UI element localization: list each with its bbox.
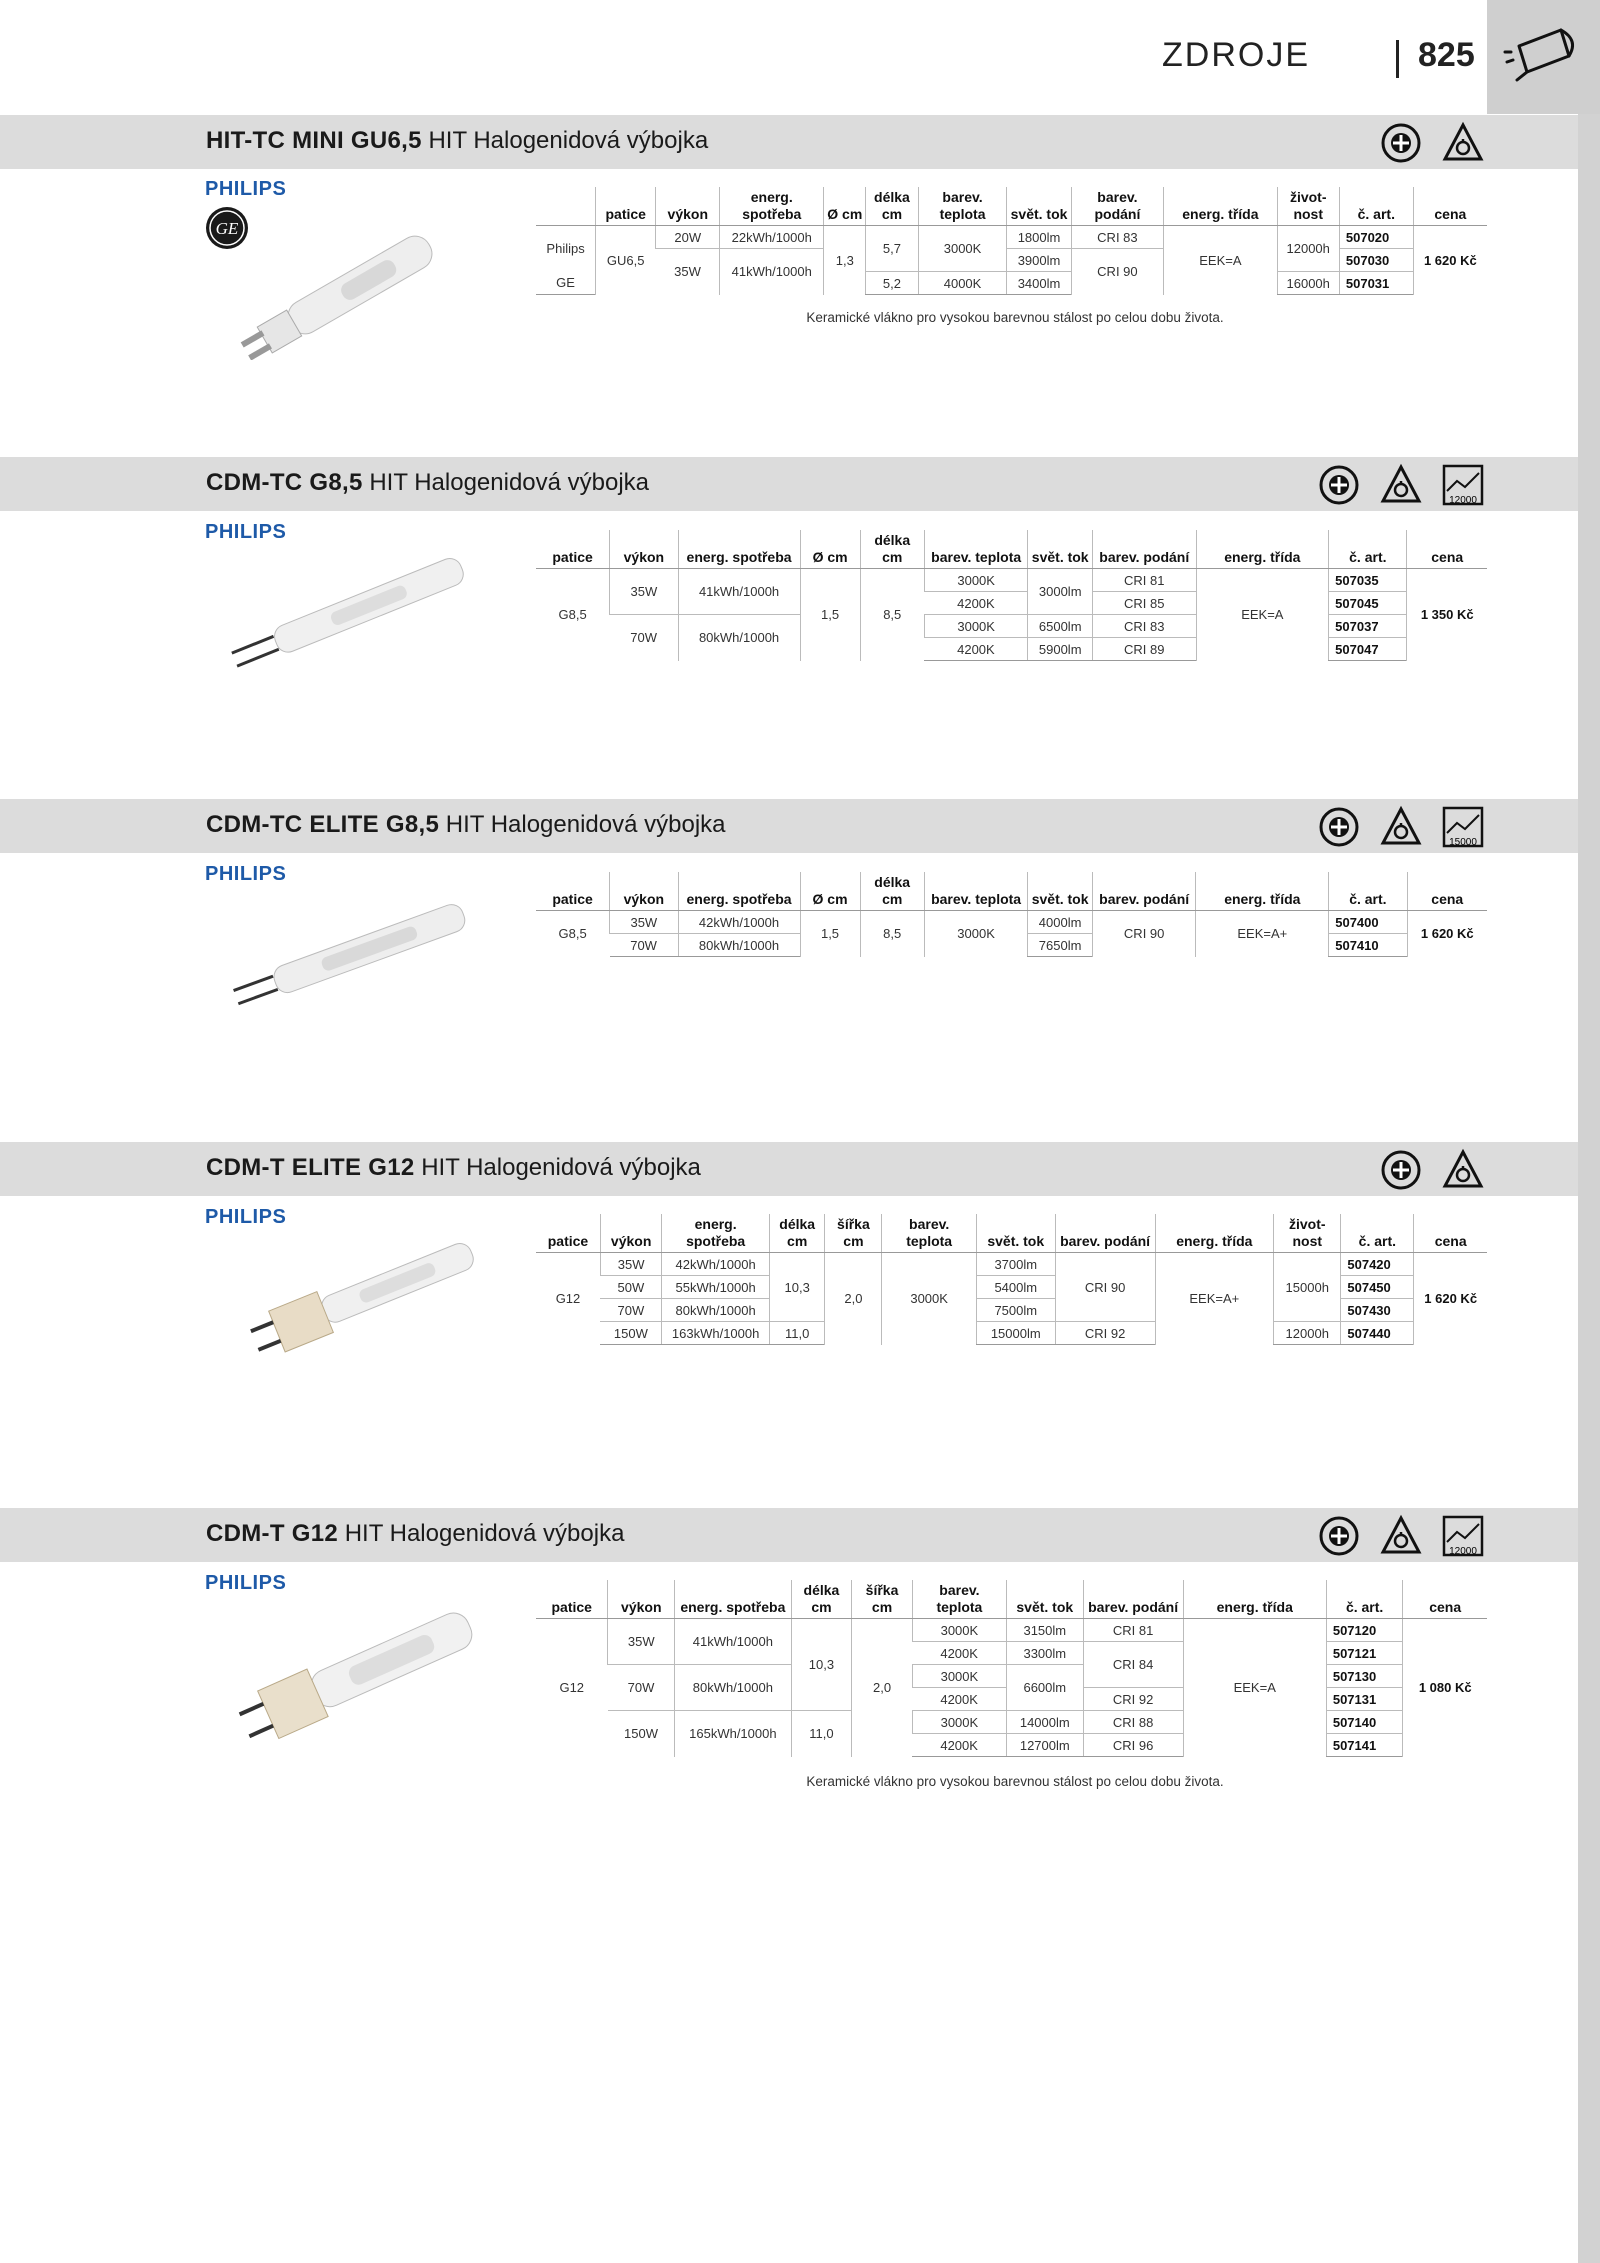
- podani-cell: CRI 88: [1083, 1711, 1183, 1734]
- col-header: energ. spotřeba: [662, 1214, 770, 1253]
- energ-cell: 42kWh/1000h: [678, 911, 800, 934]
- vykon-cell: 35W: [608, 1619, 675, 1665]
- tok-cell: 3300lm: [1006, 1642, 1083, 1665]
- col-header: patice: [596, 187, 656, 226]
- art-number: 507031: [1339, 272, 1413, 295]
- col-header: svět. tok: [1006, 1580, 1083, 1619]
- corner-tab: [1487, 0, 1600, 114]
- lamp-image: [220, 210, 500, 360]
- tok-cell: 5900lm: [1028, 638, 1093, 661]
- section-band: [0, 799, 1578, 853]
- prumer-cell: 1,3: [824, 226, 866, 295]
- product-description: HIT Halogenidová výbojka: [445, 811, 726, 838]
- col-header: délka cm: [791, 1580, 852, 1619]
- teplota-cell: 4200K: [924, 638, 1028, 661]
- trida-cell: EEK=A: [1196, 569, 1329, 661]
- sirka-cell: 2,0: [852, 1619, 913, 1757]
- tok-cell: 4000lm: [1028, 911, 1093, 934]
- brand-cell: Philips: [546, 241, 585, 257]
- col-header: cena: [1407, 530, 1487, 569]
- indoor-rating-icon: [1379, 1148, 1423, 1192]
- brand-cell: GE: [536, 272, 596, 295]
- teplota-cell: 3000K: [918, 226, 1007, 272]
- col-header: barev. teplota: [924, 530, 1028, 569]
- tok-cell: 14000lm: [1006, 1711, 1083, 1734]
- brand-logo: PHILIPS: [205, 1572, 287, 1594]
- col-header: energ. třída: [1196, 872, 1329, 911]
- indoor-rating-icon: [1379, 121, 1423, 165]
- podani-cell: CRI 81: [1083, 1619, 1183, 1642]
- price-cell: 1 620 Kč: [1413, 226, 1487, 295]
- tok-cell: 3700lm: [976, 1253, 1055, 1276]
- tok-cell: 6500lm: [1028, 615, 1093, 638]
- col-header: šířka cm: [825, 1214, 882, 1253]
- podani-cell: CRI 92: [1083, 1688, 1183, 1711]
- col-header: šířka cm: [852, 1580, 913, 1619]
- trida-cell: EEK=A+: [1155, 1253, 1274, 1345]
- col-header: cena: [1403, 1580, 1487, 1619]
- product-note: Keramické vlákno pro vysokou barevnou stálost po celou dobu života.: [806, 1774, 1224, 1789]
- sirka-cell: 2,0: [825, 1253, 882, 1345]
- podani-cell: CRI 84: [1083, 1642, 1183, 1688]
- zivot-cell: 15000h: [1274, 1253, 1341, 1322]
- art-number: 507141: [1326, 1734, 1403, 1757]
- tok-cell: 3400lm: [1007, 272, 1071, 295]
- art-number: 507020: [1339, 226, 1413, 249]
- section-band: [0, 1508, 1578, 1562]
- tok-cell: 3150lm: [1006, 1619, 1083, 1642]
- col-header: výkon: [610, 872, 678, 911]
- page-edge-strip: [1578, 114, 1600, 2263]
- patice-cell: G8,5: [558, 607, 587, 623]
- product-heading: [206, 1154, 701, 1182]
- col-header: Ø cm: [824, 187, 866, 226]
- vykon-cell: 20W: [656, 226, 720, 249]
- art-number: 507037: [1329, 615, 1407, 638]
- energ-cell: 41kWh/1000h: [675, 1619, 792, 1665]
- vykon-cell: 70W: [600, 1299, 661, 1322]
- art-number: 507130: [1326, 1665, 1403, 1688]
- product-heading: [206, 127, 708, 155]
- lamp-icon: [1487, 0, 1600, 114]
- col-header: výkon: [656, 187, 720, 226]
- patice-cell: G12: [555, 1291, 581, 1307]
- podani-cell: CRI 85: [1093, 592, 1197, 615]
- section-band: [0, 1142, 1578, 1196]
- col-header: život-nost: [1274, 1214, 1341, 1253]
- tok-cell: 15000lm: [976, 1322, 1055, 1345]
- vykon-cell: 70W: [610, 934, 678, 957]
- col-header: patice: [536, 872, 610, 911]
- art-number: 507450: [1341, 1276, 1414, 1299]
- vykon-cell: 70W: [630, 630, 657, 646]
- art-number: 507430: [1341, 1299, 1414, 1322]
- energ-cell: 22kWh/1000h: [720, 226, 824, 249]
- tok-cell: 7650lm: [1028, 934, 1093, 957]
- col-header: délka cm: [860, 530, 924, 569]
- price-cell: 1 080 Kč: [1403, 1619, 1487, 1757]
- indoor-rating-icon: [1317, 805, 1361, 849]
- col-header: barev. teplota: [882, 1214, 976, 1253]
- podani-cell: CRI 83: [1093, 615, 1197, 638]
- teplota-cell: 4200K: [912, 1642, 1006, 1665]
- tok-cell: 1800lm: [1007, 226, 1071, 249]
- spec-table: [536, 187, 1487, 295]
- spec-table: [536, 1580, 1487, 1757]
- col-header: energ. spotřeba: [675, 1580, 792, 1619]
- col-header: barev. podání: [1083, 1580, 1183, 1619]
- lamp-image: [220, 1600, 500, 1750]
- zivot-cell: 12000h: [1277, 226, 1339, 272]
- col-header: barev. podání: [1092, 872, 1196, 911]
- art-number: 507120: [1326, 1619, 1403, 1642]
- col-header: svět. tok: [1028, 530, 1093, 569]
- zivot-cell: 12000h: [1274, 1322, 1341, 1345]
- trida-cell: EEK=A+: [1196, 911, 1329, 957]
- energ-cell: 163kWh/1000h: [662, 1322, 770, 1345]
- price-cell: 1 620 Kč: [1407, 911, 1487, 957]
- delka-cell: 8,5: [860, 911, 924, 957]
- energ-cell: 80kWh/1000h: [675, 1665, 792, 1711]
- product-description: HIT Halogenidová výbojka: [428, 127, 709, 154]
- teplota-cell: 4000K: [918, 272, 1007, 295]
- lifetime-icon: [1441, 1514, 1485, 1558]
- product-model: CDM-TC G8,5: [206, 469, 363, 496]
- teplota-cell: 3000K: [882, 1253, 976, 1345]
- col-header: barev. podání: [1055, 1214, 1155, 1253]
- col-header: patice: [536, 530, 610, 569]
- price-cell: 1 350 Kč: [1407, 569, 1487, 661]
- vykon-cell: 35W: [600, 1253, 661, 1276]
- energ-cell: 165kWh/1000h: [675, 1711, 792, 1757]
- delka-cell: 11,0: [791, 1711, 852, 1757]
- vykon-cell: 70W: [608, 1665, 675, 1711]
- product-heading: [206, 1520, 624, 1548]
- spec-table: [536, 530, 1487, 661]
- col-header: č. art.: [1326, 1580, 1403, 1619]
- podani-cell: CRI 90: [1055, 1253, 1155, 1322]
- lamp-image: [240, 1230, 500, 1360]
- art-number: 507410: [1329, 934, 1407, 957]
- zivot-cell: 16000h: [1277, 272, 1339, 295]
- podani-cell: CRI 90: [1071, 249, 1164, 295]
- tok-cell: 5400lm: [976, 1276, 1055, 1299]
- patice-cell: G8,5: [558, 926, 587, 942]
- energ-cell: 41kWh/1000h: [720, 249, 824, 295]
- col-header: energ. spotřeba: [678, 872, 800, 911]
- tok-cell: 6600lm: [1006, 1665, 1083, 1711]
- delka-cell: 11,0: [769, 1322, 824, 1345]
- lifetime-icon: [1441, 805, 1485, 849]
- col-header: cena: [1414, 1214, 1487, 1253]
- lamp-safety-icon: [1379, 463, 1423, 507]
- brand-logo: PHILIPS: [205, 863, 287, 885]
- brand-logo: PHILIPS: [205, 1206, 287, 1228]
- section-band: [0, 457, 1578, 511]
- svg-text:15000: 15000: [1449, 837, 1477, 848]
- lamp-safety-icon: [1379, 1514, 1423, 1558]
- product-model: CDM-T ELITE G12: [206, 1154, 415, 1181]
- col-header: Ø cm: [800, 530, 860, 569]
- vykon-cell: 35W: [674, 264, 701, 280]
- art-number: 507131: [1326, 1688, 1403, 1711]
- col-header: délka cm: [860, 872, 924, 911]
- product-note: Keramické vlákno pro vysokou barevnou stálost po celou dobu života.: [806, 310, 1224, 325]
- teplota-cell: 3000K: [924, 569, 1028, 592]
- patice-cell: G12: [559, 1680, 585, 1696]
- delka-cell: 10,3: [791, 1619, 852, 1711]
- teplota-cell: 3000K: [912, 1619, 1006, 1642]
- product-model: HIT-TC MINI GU6,5: [206, 127, 422, 154]
- indoor-rating-icon: [1317, 1514, 1361, 1558]
- teplota-cell: 4200K: [912, 1688, 1006, 1711]
- teplota-cell: 4200K: [924, 592, 1028, 615]
- svg-text:12000: 12000: [1449, 495, 1477, 506]
- col-header: život-nost: [1277, 187, 1339, 226]
- delka-cell: 8,5: [860, 569, 924, 661]
- lamp-safety-icon: [1441, 1148, 1485, 1192]
- col-header: svět. tok: [1007, 187, 1071, 226]
- indoor-rating-icon: [1317, 463, 1361, 507]
- col-header: č. art.: [1339, 187, 1413, 226]
- podani-cell: CRI 81: [1093, 569, 1197, 592]
- col-header: energ. třída: [1164, 187, 1277, 226]
- prumer-cell: 1,5: [800, 569, 860, 661]
- podani-cell: CRI 83: [1071, 226, 1164, 249]
- spec-table: [536, 1214, 1487, 1345]
- trida-cell: EEK=A: [1183, 1619, 1326, 1757]
- col-header: barev. teplota: [912, 1580, 1006, 1619]
- trida-cell: EEK=A: [1164, 226, 1277, 295]
- product-model: CDM-TC ELITE G8,5: [206, 811, 440, 838]
- col-header: výkon: [610, 530, 678, 569]
- spec-table: [536, 872, 1487, 957]
- delka-cell: 10,3: [769, 1253, 824, 1322]
- delka-cell: 5,2: [866, 272, 918, 295]
- podani-cell: CRI 90: [1092, 911, 1196, 957]
- col-header: barev. podání: [1071, 187, 1164, 226]
- art-number: 507035: [1329, 569, 1407, 592]
- col-header: svět. tok: [1028, 872, 1093, 911]
- col-header: svět. tok: [976, 1214, 1055, 1253]
- col-header: energ. třída: [1183, 1580, 1326, 1619]
- brand-logo: PHILIPS: [205, 521, 287, 543]
- lamp-image: [220, 540, 500, 680]
- col-header: č. art.: [1329, 872, 1407, 911]
- art-number: 507047: [1329, 638, 1407, 661]
- col-header: barev. podání: [1093, 530, 1197, 569]
- podani-cell: CRI 92: [1055, 1322, 1155, 1345]
- svg-text:GE: GE: [215, 219, 239, 238]
- energ-cell: 55kWh/1000h: [662, 1276, 770, 1299]
- vykon-cell: 35W: [610, 911, 678, 934]
- podani-cell: CRI 89: [1093, 638, 1197, 661]
- col-header: č. art.: [1341, 1214, 1414, 1253]
- lifetime-icon: [1441, 463, 1485, 507]
- header-separator: [1396, 40, 1399, 78]
- art-number: 507140: [1326, 1711, 1403, 1734]
- art-number: 507030: [1339, 249, 1413, 272]
- tok-cell: 7500lm: [976, 1299, 1055, 1322]
- energ-cell: 80kWh/1000h: [678, 934, 800, 957]
- teplota-cell: 4200K: [912, 1734, 1006, 1757]
- col-header: cena: [1407, 872, 1487, 911]
- tok-cell: 3000lm: [1028, 569, 1093, 615]
- svg-text:12000: 12000: [1449, 1546, 1477, 1557]
- col-header: energ. spotřeba: [678, 530, 800, 569]
- col-header: energ. třída: [1196, 530, 1329, 569]
- energ-cell: 42kWh/1000h: [662, 1253, 770, 1276]
- col-header: patice: [536, 1580, 608, 1619]
- col-header: energ. spotřeba: [720, 187, 824, 226]
- teplota-cell: 3000K: [924, 615, 1028, 638]
- teplota-cell: 3000K: [912, 1665, 1006, 1688]
- lamp-image: [220, 882, 500, 1022]
- vykon-cell: 50W: [600, 1276, 661, 1299]
- art-number: 507440: [1341, 1322, 1414, 1345]
- prumer-cell: 1,5: [800, 911, 860, 957]
- col-header: č. art.: [1329, 530, 1407, 569]
- lamp-safety-icon: [1441, 121, 1485, 165]
- patice-cell: GU6,5: [596, 226, 656, 295]
- podani-cell: CRI 96: [1083, 1734, 1183, 1757]
- section-title: ZDROJE: [1162, 36, 1310, 74]
- col-header: délka cm: [769, 1214, 824, 1253]
- energ-cell: 80kWh/1000h: [678, 615, 800, 661]
- product-heading: [206, 811, 726, 839]
- brand-logo: PHILIPS: [205, 178, 287, 200]
- product-heading: [206, 469, 649, 497]
- art-number: 507400: [1329, 911, 1407, 934]
- tok-cell: 3900lm: [1007, 249, 1071, 272]
- energ-cell: 41kWh/1000h: [678, 569, 800, 615]
- vykon-cell: 35W: [610, 569, 678, 615]
- col-header: výkon: [608, 1580, 675, 1619]
- page-number: 825: [1418, 36, 1475, 74]
- tok-cell: 12700lm: [1006, 1734, 1083, 1757]
- col-header: barev. teplota: [918, 187, 1007, 226]
- product-model: CDM-T G12: [206, 1520, 339, 1547]
- col-header: Ø cm: [800, 872, 860, 911]
- energ-cell: 80kWh/1000h: [662, 1299, 770, 1322]
- col-header: délka cm: [866, 187, 918, 226]
- teplota-cell: 3000K: [924, 911, 1028, 957]
- col-header: energ. třída: [1155, 1214, 1274, 1253]
- col-header: výkon: [600, 1214, 661, 1253]
- lamp-safety-icon: [1379, 805, 1423, 849]
- product-description: HIT Halogenidová výbojka: [421, 1154, 701, 1181]
- section-band: [0, 115, 1578, 169]
- col-header: cena: [1413, 187, 1487, 226]
- art-number: 507121: [1326, 1642, 1403, 1665]
- product-description: HIT Halogenidová výbojka: [369, 469, 650, 496]
- product-description: HIT Halogenidová výbojka: [344, 1520, 625, 1547]
- price-cell: 1 620 Kč: [1414, 1253, 1487, 1345]
- vykon-cell: 150W: [624, 1726, 659, 1742]
- teplota-cell: 3000K: [912, 1711, 1006, 1734]
- art-number: 507045: [1329, 592, 1407, 615]
- col-header: patice: [536, 1214, 600, 1253]
- col-header: barev. teplota: [924, 872, 1028, 911]
- art-number: 507420: [1341, 1253, 1414, 1276]
- vykon-cell: 150W: [600, 1322, 661, 1345]
- delka-cell: 5,7: [866, 226, 918, 272]
